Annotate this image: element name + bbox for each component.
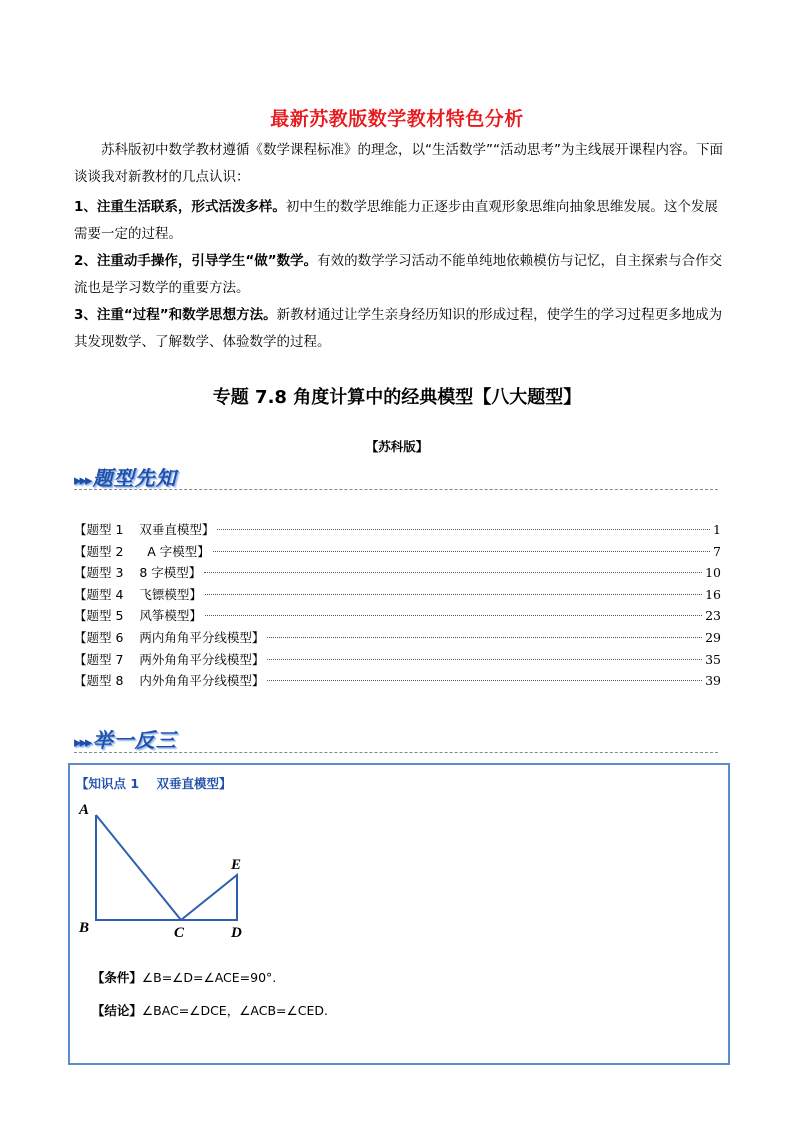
- double-perpendicular-figure: [70, 765, 270, 945]
- point-1-text: 初中生的数学思维能力正逐步由直观形象思维向抽象思维发展。这个发展需要一定的过程。: [74, 199, 718, 242]
- toc-leader-dots: [213, 551, 710, 552]
- point-label-c: C: [174, 925, 185, 941]
- conclusion-label: 【结论】: [91, 1003, 142, 1018]
- condition-text: ∠B=∠D=∠ACE=90°.: [141, 970, 277, 985]
- toc-entry-5[interactable]: [74, 606, 721, 628]
- section-heading-practice: [74, 724, 177, 752]
- toc-leader-dots: [205, 615, 702, 616]
- toc-page-number: 7: [713, 543, 721, 559]
- point-label-a: A: [79, 802, 90, 818]
- triple-arrow-icon: ▸▸▸: [74, 733, 91, 751]
- triple-arrow-icon: ▸▸▸: [74, 471, 91, 489]
- point-2: [74, 248, 724, 302]
- section-heading-practice-text: 举一反三: [92, 728, 177, 752]
- toc-label: 【题型 3 8 字模型】: [74, 565, 202, 581]
- point-label-e: E: [231, 857, 242, 873]
- toc-label: 【题型 6 两内角角平分线模型】: [74, 629, 265, 645]
- toc-page-number: 39: [705, 673, 721, 689]
- toc-label: 【题型 8 内外角角平分线模型】: [74, 673, 265, 689]
- point-2-text: 有效的数学学习活动不能单纯地依赖模仿与记忆，自主探索与合作交流也是学习数学的重要方法。: [74, 253, 723, 296]
- point-2-heading: 2、注重动手操作，引导学生“做”数学。: [74, 253, 318, 269]
- knowledge-point-title: 【知识点 1 双垂直模型】: [76, 776, 232, 791]
- intro-paragraph: 苏科版初中数学教材遵循《数学课程标准》的理念，以“生活数学”“活动思考”为主线展开课程内容。下面谈谈我对新教材的几点认识：: [74, 142, 723, 185]
- toc-page-number: 1: [713, 522, 721, 537]
- toc-page-number: 29: [705, 629, 721, 645]
- point-label-d: D: [231, 925, 242, 941]
- main-title: 最新苏教版数学教材特色分析: [270, 108, 524, 130]
- point-3: [74, 302, 724, 356]
- conclusion-line: [76, 986, 328, 1034]
- point-label-b: B: [79, 920, 90, 936]
- toc-page-number: 35: [705, 651, 721, 667]
- point-3-heading: 3、注重“过程”和数学思想方法。: [74, 307, 277, 323]
- toc-entry-3[interactable]: [74, 563, 721, 585]
- toc-entry-7[interactable]: [74, 650, 721, 672]
- point-1: [74, 194, 724, 248]
- section-divider: [74, 489, 718, 490]
- toc-entry-8[interactable]: [74, 671, 721, 693]
- section-heading-preview: [74, 462, 177, 490]
- condition-label: 【条件】: [91, 970, 142, 985]
- figure-outline-right: [181, 875, 237, 920]
- conclusion-text: ∠BAC=∠DCE，∠ACB=∠CED.: [141, 1003, 328, 1018]
- toc-page-number: 16: [705, 586, 721, 602]
- point-1-heading: 1、注重生活联系，形式活泼多样。: [74, 199, 286, 215]
- toc-page-number: 10: [705, 565, 721, 581]
- toc-label: 【题型 5 风筝模型】: [74, 608, 202, 624]
- toc-label: 【题型 1 双垂直模型】: [74, 522, 215, 537]
- toc-label: 【题型 2 A 字模型】: [74, 543, 210, 559]
- toc-leader-dots: [267, 680, 702, 681]
- knowledge-point-box: [68, 763, 730, 1065]
- topic-title: 专题 7.8 角度计算中的经典模型【八大题型】: [212, 387, 582, 408]
- point-3-text: 新教材通过让学生亲身经历知识的形成过程，使学生的学习过程更多地成为其发现数学、了解数学、体验数学的过程。: [74, 307, 723, 350]
- section-divider: [74, 752, 718, 753]
- toc-entry-1[interactable]: [74, 520, 721, 542]
- toc-entry-4[interactable]: [74, 585, 721, 607]
- toc-entry-6[interactable]: [74, 628, 721, 650]
- toc-leader-dots: [217, 529, 710, 530]
- toc-leader-dots: [204, 572, 702, 573]
- edition-label: 【苏科版】: [365, 439, 429, 454]
- toc-label: 【题型 4 飞镖模型】: [74, 586, 202, 602]
- toc-leader-dots: [205, 594, 702, 595]
- section-heading-preview-text: 题型先知: [92, 466, 177, 490]
- toc-page-number: 23: [705, 608, 721, 624]
- toc-entry-2[interactable]: [74, 542, 721, 564]
- toc-leader-dots: [267, 637, 702, 638]
- toc-leader-dots: [267, 659, 702, 660]
- toc-label: 【题型 7 两外角角平分线模型】: [74, 651, 265, 667]
- figure-outline: [96, 815, 181, 920]
- table-of-contents: [74, 520, 721, 693]
